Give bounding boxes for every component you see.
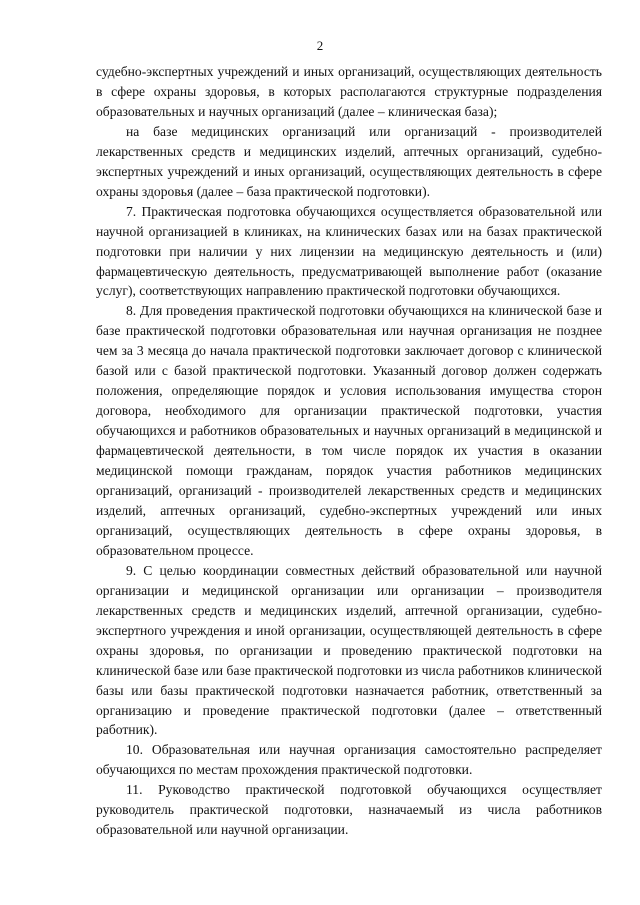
paragraph-item-7: 7. Практическая подготовка обучающихся осуществляется образовательной или научной организацией в клиниках, на клинических базах или на базах практической подготовки при наличии у них лицензии на медицинскую деятельность и (или) фармацевтическую деятельность, предусматривающей выполнение работ (оказание услуг), соответствующих направлению практической подготовки обучающихся.	[96, 203, 602, 299]
paragraph-practice-base: на базе медицинских организаций или организаций - производителей лекарственных средств и медицинских изделий, аптечных организаций, судебно-экспертных учреждений и иных организаций, осуществляющих деятельность в сфере охраны здоровья (далее – база практической подготовки).	[96, 123, 602, 199]
page-number: 2	[316, 38, 324, 53]
paragraph-item-9: 9. С целью координации совместных действий образовательной или научной организации и медицинской организации или организации – производителя лекарственных средств и медицинских изделий, аптечной организации, судебно-экспертного учреждения и иной организации, осуществляющей деятельность в сфере охраны здоровья, по организации и проведению практической подготовки на клинической базе или базе практической подготовки из числа работников клинической базы или базы практической подготовки назначается работник, ответственный за организацию и проведение практической подготовки (далее – ответственный работник).	[96, 562, 602, 738]
paragraph-continuation: судебно-экспертных учреждений и иных организаций, осуществляющих деятельность в сфере охраны здоровья, в которых располагаются структурные подразделения образовательных и научных организаций (далее – клиническая база);	[96, 64, 602, 119]
document-body	[96, 62, 602, 840]
paragraph-item-11: 11. Руководство практической подготовкой обучающихся осуществляет руководитель практической подготовки, назначаемый из числа работников образовательной или научной организации.	[96, 782, 602, 838]
paragraph-item-8: 8. Для проведения практической подготовки обучающихся на клинической базе и базе практической подготовки образовательная или научная организация не позднее чем за 3 месяца до начала практической подготовки заключает договор с клинической базой или с базой практической подготовки. Указанный договор должен содержать положения, определяющие порядок и условия использования имущества сторон договора, необходимого для организации практической подготовки, участия обучающихся и работников образовательных и научных организаций в медицинской и фармацевтической деятельности, в том числе порядок их участия в оказании медицинской помощи гражданам, порядок участия работников медицинских организаций, организаций - производителей лекарственных средств и медицинских изделий, аптечных организаций, судебно-экспертных учреждений или иных организаций, осуществляющих деятельность в сфере охраны здоровья, в образовательном процессе.	[96, 303, 602, 558]
paragraph-item-10: 10. Образовательная или научная организация самостоятельно распределяет обучающихся по местам прохождения практической подготовки.	[96, 742, 602, 778]
